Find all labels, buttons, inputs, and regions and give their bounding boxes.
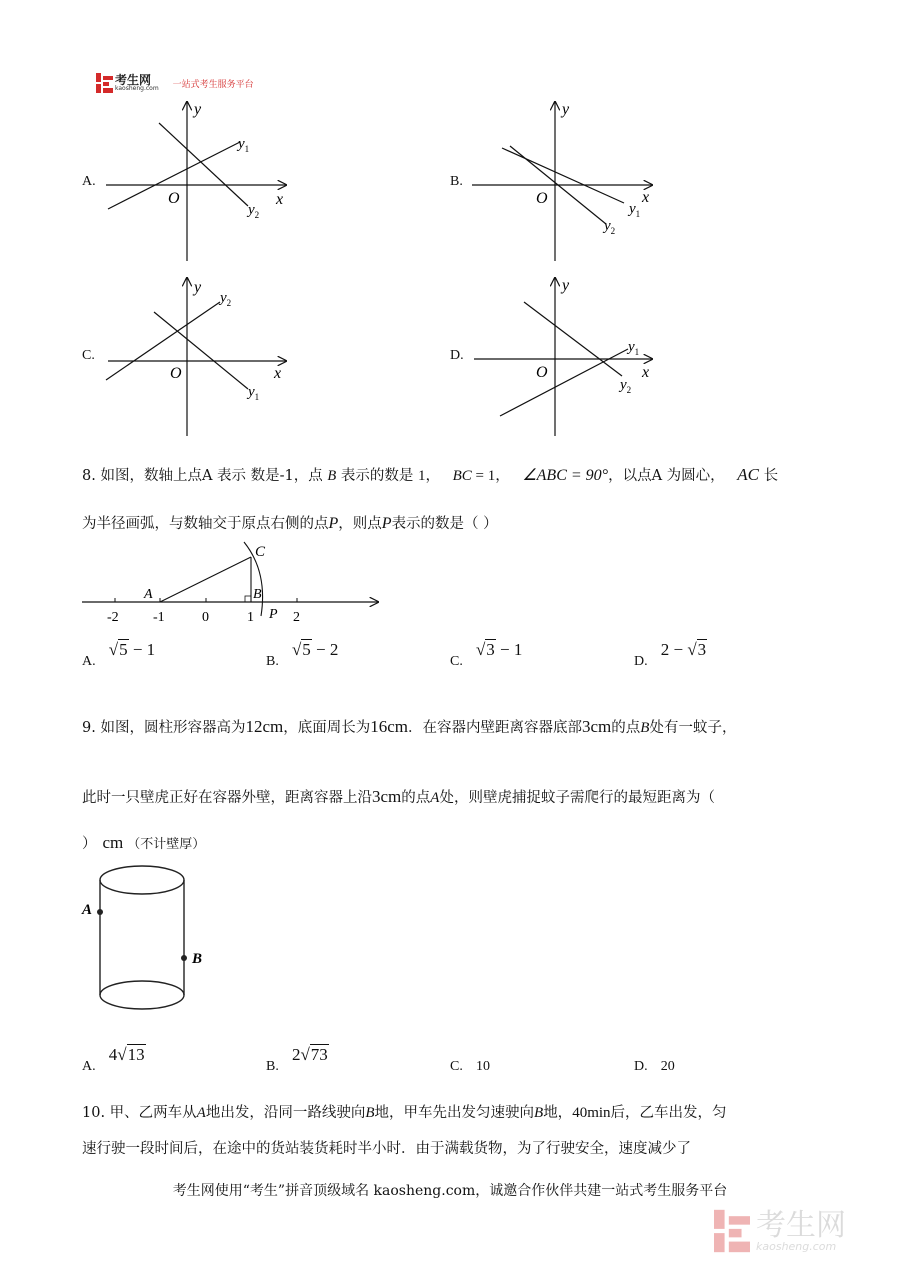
q9-line3 <box>82 832 205 853</box>
q8-text: 表示的数是（ ） <box>391 516 498 532</box>
q8-number-line-figure <box>78 538 388 628</box>
footer-text: 考生网使用“考生”拼音顶级域名 kaosheng.com，诚邀合作伙伴共建一站式考生服务平台 <box>172 1183 728 1199</box>
y-axis-label: y <box>562 277 570 294</box>
q8-point-b: B <box>327 468 337 484</box>
line-y1-label: $y_1$ <box>248 384 260 402</box>
origin-label: O <box>168 190 180 207</box>
option-pre: 4 <box>108 1045 118 1064</box>
q10-text: 地， <box>543 1105 573 1121</box>
q9-circumference: 16cm <box>370 717 409 736</box>
q8-line1: 8. 如图，数轴上点A 表示 数是-1，点 B 表示的数是 1， BC = 1， ∠ABC = 90°，以点A 为圆心， AC 长 <box>82 465 779 484</box>
q9-text: 的点 <box>401 790 431 806</box>
q10-point-a: A <box>196 1105 206 1121</box>
option-rest: − 2 <box>311 640 339 659</box>
origin-label: O <box>536 364 548 381</box>
q10-text: 地，甲车先出发匀速驶向 <box>374 1105 535 1121</box>
q8-bc: BC <box>452 468 472 484</box>
option-rest: − 1 <box>128 640 156 659</box>
q9-distance: 3cm <box>372 787 402 806</box>
q9-height: 12cm <box>245 717 284 736</box>
q10-text: 速行驶一段时间后，在途中的货站装货耗时半小时．由于满载货物，为了行驶安全，速度减少了 <box>82 1141 691 1157</box>
q9-text: （不计壁厚） <box>127 837 206 852</box>
point-c-label: C <box>255 544 266 560</box>
option-label: C. <box>450 1059 463 1074</box>
q10-point-b: B <box>365 1105 375 1121</box>
line-y2-label: $y_2$ <box>220 290 232 308</box>
q8-bc-value: = 1 <box>471 468 496 484</box>
y-axis-label: y <box>194 101 202 118</box>
option-label: A. <box>82 654 96 669</box>
q9-text: 此时一只壁虎正好在容器外壁，距离容器上沿 <box>82 790 372 806</box>
point-p-label: P <box>269 607 278 622</box>
q8-angle: ∠ABC = 90° <box>522 467 609 484</box>
q9-point-a: A <box>430 790 440 806</box>
q8-line2 <box>82 512 498 533</box>
line-y2-label: $y_2$ <box>604 218 616 236</box>
tick-label: -1 <box>153 610 165 625</box>
q8-option-b[interactable]: B. √5 − 2 <box>266 640 339 669</box>
q10-text: 10. 甲、乙两车从 <box>82 1105 197 1121</box>
q9-text: 处，则壁虎捕捉蚊子需爬行的最短距离为（ <box>439 790 715 806</box>
line-y2-label: $y_2$ <box>248 202 260 220</box>
option-label: B. <box>266 654 279 669</box>
q10-line1 <box>82 1101 727 1122</box>
tick-label: 1 <box>247 610 254 625</box>
q10-point-b: B <box>534 1105 544 1121</box>
option-label: B. <box>266 1059 279 1074</box>
line-y1-label: $y_1$ <box>629 201 641 219</box>
logo-text: 考生网 <box>115 73 152 87</box>
q8-text: 为半径画弧，与数轴交于原点右侧的点 <box>82 516 329 532</box>
q10-text: 地出发，沿同一路线驶向 <box>205 1105 366 1121</box>
option-label: C. <box>450 654 463 669</box>
option-value: 10 <box>475 1059 490 1074</box>
q9-text: ） <box>82 836 97 852</box>
kaosheng-watermark-icon <box>714 1208 750 1254</box>
q9-cylinder-figure <box>78 862 218 1012</box>
q9-text: 9. 如图，圆柱形容器高为 <box>82 720 246 736</box>
q9-option-b[interactable]: B. 2√73 <box>266 1045 328 1074</box>
q9-text: ，底面周长为 <box>283 720 371 736</box>
logo-slogan: 一站式考生服务平台 <box>172 79 254 90</box>
option-label: A. <box>82 1059 96 1074</box>
origin-label: O <box>536 190 548 207</box>
q9-option-d[interactable] <box>634 1055 675 1075</box>
point-a-label: A <box>144 587 153 602</box>
line-y1-label: $y_1$ <box>238 136 250 154</box>
q9-text: 的点 <box>611 720 641 736</box>
q7-option-b-label[interactable]: B. <box>450 174 463 189</box>
q7-graph-b[interactable] <box>464 96 684 266</box>
header-logo <box>96 72 254 94</box>
line-y2-label: $y_2$ <box>620 377 632 395</box>
q7-graph-d[interactable] <box>464 272 684 442</box>
x-axis-label: x <box>274 365 282 382</box>
tick-label: 2 <box>293 610 300 625</box>
point-a-label: A <box>82 902 93 918</box>
q9-option-c[interactable] <box>450 1055 490 1075</box>
point-b-label: B <box>192 951 203 967</box>
q7-option-c-label[interactable]: C. <box>82 348 95 363</box>
option-rest: − 1 <box>495 640 523 659</box>
q8-point-p: P <box>381 515 392 532</box>
watermark-text: 考生网 <box>756 1207 846 1243</box>
q7-graph-a[interactable] <box>96 96 316 266</box>
q8-text: 表示的数是 <box>340 468 414 484</box>
radicand: 73 <box>310 1045 328 1064</box>
x-axis-label: x <box>642 364 650 381</box>
q8-option-c[interactable]: C. √3 − 1 <box>450 640 523 669</box>
option-value: 20 <box>660 1059 675 1074</box>
q7-option-d-label[interactable]: D. <box>450 348 464 363</box>
q9-text: ．在容器内壁距离容器底部 <box>408 720 583 736</box>
q8-point-p: P <box>328 515 339 532</box>
q10-line2 <box>82 1137 691 1158</box>
q10-text: 后，乙车出发，匀 <box>610 1105 727 1121</box>
q8-option-a[interactable]: A. √5 − 1 <box>82 640 156 669</box>
line-y1-label: $y_1$ <box>628 339 640 357</box>
q8-option-d[interactable]: D. 2 − √3 <box>634 640 707 669</box>
option-label: D. <box>634 1059 648 1074</box>
radicand: 13 <box>127 1045 145 1064</box>
radicand: 5 <box>119 640 128 659</box>
tick-label: -2 <box>107 610 119 625</box>
logo-sub: kaosheng.com <box>115 85 159 92</box>
q9-text: 处有一蚊子， <box>649 720 737 736</box>
q9-point-b: B <box>640 720 650 736</box>
origin-label: O <box>170 365 182 382</box>
x-axis-label: x <box>276 191 284 208</box>
q8-text: ，则点 <box>338 516 382 532</box>
q8-text: 长 <box>763 468 779 484</box>
q8-text: 8. 如图，数轴上点A 表示 数是-1，点 <box>82 468 323 484</box>
q7-option-a-label[interactable]: A. <box>82 174 96 189</box>
radicand: 3 <box>697 640 707 659</box>
option-label: D. <box>634 654 648 669</box>
kaosheng-logo-icon <box>96 73 113 93</box>
option-pre: 2 <box>291 1045 301 1064</box>
y-axis-label: y <box>194 279 202 296</box>
q7-graph-c[interactable] <box>96 272 316 442</box>
q9-line1 <box>82 716 736 737</box>
q9-option-a[interactable]: A. 4√13 <box>82 1045 145 1074</box>
option-pre: 2 − <box>660 640 688 659</box>
q8-text: ，以点A 为圆心， <box>608 468 725 484</box>
q10-time: 40min <box>572 1105 611 1121</box>
q8-number: 1 <box>417 468 426 484</box>
x-axis-label: x <box>642 189 650 206</box>
watermark-logo <box>714 1208 846 1254</box>
q9-distance: 3cm <box>582 717 612 736</box>
radicand: 3 <box>486 640 495 659</box>
q9-line2 <box>82 786 715 807</box>
tick-label: 0 <box>202 610 209 625</box>
watermark-sub: kaosheng.com <box>756 1239 837 1253</box>
y-axis-label: y <box>562 101 570 118</box>
q9-unit: cm <box>102 833 124 852</box>
point-b-label: B <box>253 587 262 602</box>
radicand: 5 <box>302 640 311 659</box>
q8-ac: AC <box>737 465 760 484</box>
